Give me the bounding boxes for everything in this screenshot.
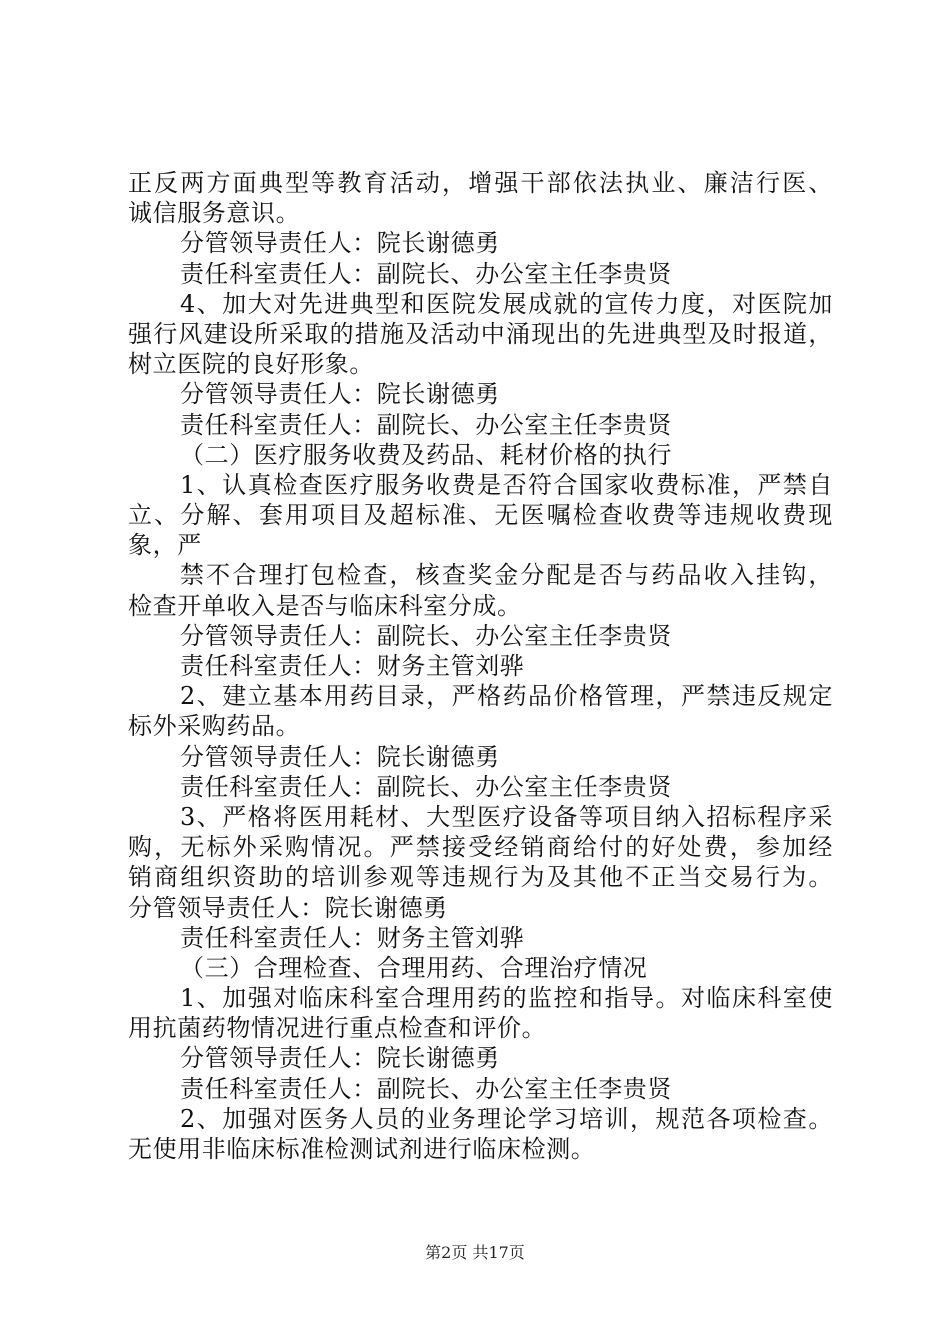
text-line: 分管领导责任人：副院长、办公室主任李贵贤 [180, 621, 672, 650]
text-line: 立、分解、套用项目及超标准、无医嘱检查收费等违规收费现 [128, 501, 833, 530]
text-line: 禁不合理打包检查，核查奖金分配是否与药品收入挂钩， [180, 561, 833, 590]
text-line: 2、加强对医务人员的业务理论学习培训，规范各项检查。 [180, 1104, 833, 1133]
text-line: 诚信服务意识。 [128, 199, 301, 228]
text-line: 标外采购药品。 [128, 712, 301, 741]
text-line: 正反两方面典型等教育活动，增强干部依法执业、廉洁行医、 [128, 169, 833, 197]
page-footer: 第2页 共17页 [425, 1243, 525, 1262]
text-line: 象，严 [128, 531, 202, 560]
text-line: 分管领导责任人：院长谢德勇 [180, 1044, 500, 1073]
text-line: 1、加强对临床科室合理用药的监控和指导。对临床科室使 [180, 984, 833, 1013]
text-line: 无使用非临床标准检测试剂进行临床检测。 [128, 1135, 596, 1163]
text-line: 购，无标外采购情况。严禁接受经销商给付的好处费，参加经 [128, 833, 833, 862]
text-line: 责任科室责任人：副院长、办公室主任李贵贤 [180, 772, 672, 801]
text-line: 分管领导责任人：院长谢德勇 [180, 229, 500, 258]
text-line: 2、建立基本用药目录，严格药品价格管理，严禁违反规定 [180, 682, 833, 711]
text-line: 1、认真检查医疗服务收费是否符合国家收费标准，严禁自 [180, 470, 833, 499]
text-line: 分管领导责任人：院长谢德勇 [180, 380, 500, 409]
text-line: 用抗菌药物情况进行重点检查和评价。 [128, 1014, 547, 1043]
text-line: 强行风建设所采取的措施及活动中涌现出的先进典型及时报道， [128, 319, 833, 348]
text-line: 责任科室责任人：财务主管刘骅 [180, 652, 525, 680]
text-line: 3、严格将医用耗材、大型医疗设备等项目纳入招标程序采 [180, 802, 833, 831]
document-body [128, 168, 833, 1164]
text-line: 检查开单收入是否与临床科室分成。 [128, 591, 522, 620]
text-line: 分管领导责任人：院长谢德勇 [128, 893, 448, 922]
text-line: 责任科室责任人：财务主管刘骅 [180, 923, 525, 952]
text-line: 责任科室责任人：副院长、办公室主任李贵贤 [180, 259, 672, 288]
text-line: 责任科室责任人：副院长、办公室主任李贵贤 [180, 1074, 672, 1103]
text-line: 分管领导责任人：院长谢德勇 [180, 742, 500, 771]
text-line: 责任科室责任人：副院长、办公室主任李贵贤 [180, 410, 672, 439]
text-line: （二）医疗服务收费及药品、耗材价格的执行 [180, 440, 672, 469]
text-line: 4、加大对先进典型和医院发展成就的宣传力度，对医院加 [180, 289, 833, 318]
text-line: （三）合理检查、合理用药、合理治疗情况 [180, 953, 648, 982]
text-line: 树立医院的良好形象。 [128, 350, 374, 379]
text-line: 销商组织资助的培训参观等违规行为及其他不正当交易行为。 [128, 863, 833, 892]
